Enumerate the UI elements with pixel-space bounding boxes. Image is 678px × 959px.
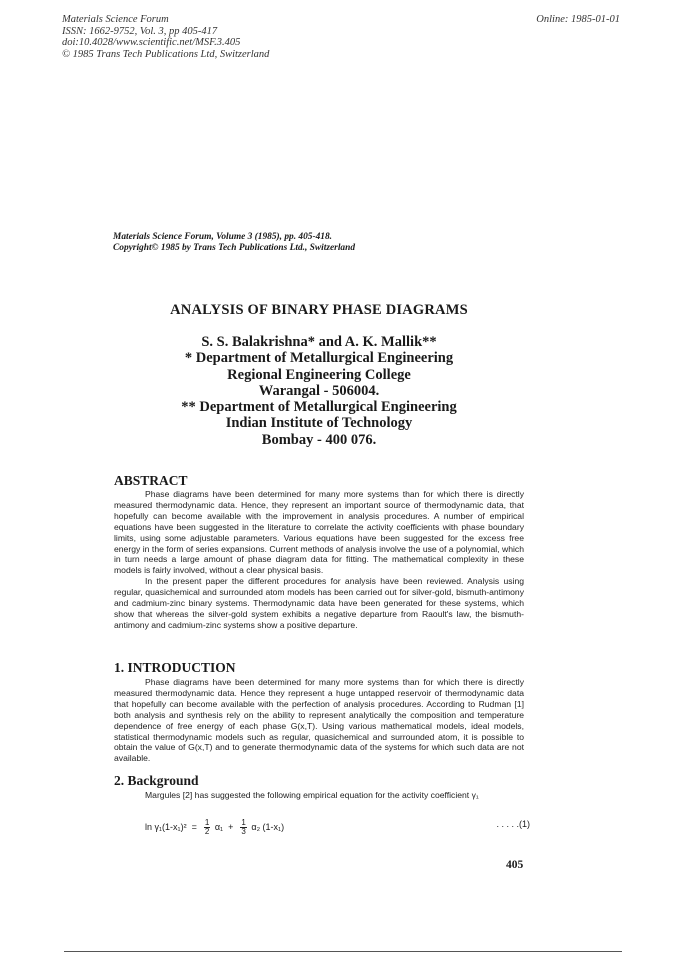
affiliation-line: Regional Engineering College bbox=[227, 366, 411, 383]
citation-block bbox=[113, 232, 355, 254]
fraction-denominator: 3 bbox=[241, 827, 246, 836]
introduction-heading: 1. INTRODUCTION bbox=[114, 660, 236, 675]
abstract-body bbox=[114, 489, 524, 631]
affiliation-line: Bombay - 400 076. bbox=[261, 431, 377, 448]
equation-lhs: ln γ₁(1-x₁)² bbox=[145, 821, 187, 832]
page-number: 405 bbox=[506, 859, 524, 871]
background-body bbox=[114, 790, 524, 801]
journal-doi[interactable]: doi:10.4028/www.scientific.net/MSF.3.405 bbox=[62, 37, 241, 49]
background-paragraph: Margules [2] has suggested the following empirical equation for the activity coefficient γ₁ bbox=[145, 790, 479, 800]
equation-body bbox=[145, 819, 284, 836]
introduction-paragraph: Phase diagrams have been determined for many more systems than for which there is directly measured thermodynamic data. Hence they represent a huge untapped reservoir of thermodynamic data that hopefully can become available with the perfection of analysis procedures. According to Rudman [1] both analysis and synthesis rely on the ability to represent analytically the composition and temperature dependence of free energy of each phase G(x,T). Using various mathematical models, ideal models, statistical thermodynamic models such as regular, quasichemical and surrounded atom, it is possible to obtain the value of G(x,T) and to generate thermodynamic data of the systems for which such data are not available. bbox=[114, 677, 524, 764]
abstract-paragraph: Phase diagrams have been determined for many more systems than for which there is directly measured thermodynamic data. Hence, they represent an important source of thermodynamic data, that hopefully can become available with the improvement in analysis procedures. A number of empirical equations have been suggested in the literature to correlate the activity coefficients with phase boundary limits, using some adjustable parameters. Various equations have been suggested for the excess free energy in the form of series expansions. Current methods of analysis involve the use of a polynomial, which in turn needs a large amount of phase diagram data for fitting. The mathematical complexity in these models is fairly involved, without a clear physical basis. bbox=[114, 489, 524, 576]
affiliation-line: Indian Institute of Technology bbox=[225, 415, 413, 432]
equation-term-1: α₁ bbox=[214, 821, 224, 832]
equation-equals: = bbox=[191, 821, 197, 832]
affiliation-line: Warangal - 506004. bbox=[258, 382, 380, 399]
abstract-paragraph: In the present paper the different procedures for analysis have been reviewed. Analysis using regular, quasichemical and surrounded atom models has been carried out for silver-gold, bismuth-antimony and cadmium-zinc binary systems. Thermodynamic data have been generated for these systems, which show that whereas the silver-gold system exhibits a negative departure from Raoult's law, the bismuth-antimony and cadmium-zinc systems show a positive departure. bbox=[114, 576, 524, 630]
author-names: S. S. Balakrishna* and A. K. Mallik** bbox=[201, 334, 437, 350]
equation-number: . . . . .(1) bbox=[496, 819, 530, 829]
paper-title: ANALYSIS OF BINARY PHASE DIAGRAMS bbox=[170, 302, 468, 318]
journal-meta bbox=[62, 14, 269, 60]
journal-name: Materials Science Forum bbox=[62, 14, 169, 25]
affiliation-line: ** Department of Metallurgical Engineering bbox=[181, 399, 457, 416]
citation-line: Copyright© 1985 by Trans Tech Publications Ltd., Switzerland bbox=[113, 243, 356, 253]
fraction-numerator: 1 bbox=[241, 818, 246, 827]
introduction-body bbox=[114, 677, 524, 764]
citation-line: Materials Science Forum, Volume 3 (1985), pp. 405-418. bbox=[113, 232, 333, 242]
fraction-one-third bbox=[240, 819, 246, 836]
author-block bbox=[0, 334, 638, 448]
equation-1 bbox=[145, 815, 530, 837]
equation-term-2: α₂ (1-x₁) bbox=[251, 821, 285, 832]
online-date: Online: 1985-01-01 bbox=[536, 14, 620, 25]
footer-divider bbox=[64, 951, 622, 952]
journal-copyright: © 1985 Trans Tech Publications Ltd, Switzerland bbox=[62, 48, 270, 60]
affiliation-line: * Department of Metallurgical Engineering bbox=[184, 350, 454, 367]
abstract-heading: ABSTRACT bbox=[114, 473, 188, 488]
fraction-denominator: 2 bbox=[204, 827, 210, 836]
fraction-one-half bbox=[204, 819, 210, 836]
fraction-numerator: 1 bbox=[204, 818, 210, 827]
journal-issn: ISSN: 1662-9752, Vol. 3, pp 405-417 bbox=[62, 25, 218, 37]
equation-plus: + bbox=[228, 821, 234, 832]
background-heading: 2. Background bbox=[114, 773, 199, 788]
